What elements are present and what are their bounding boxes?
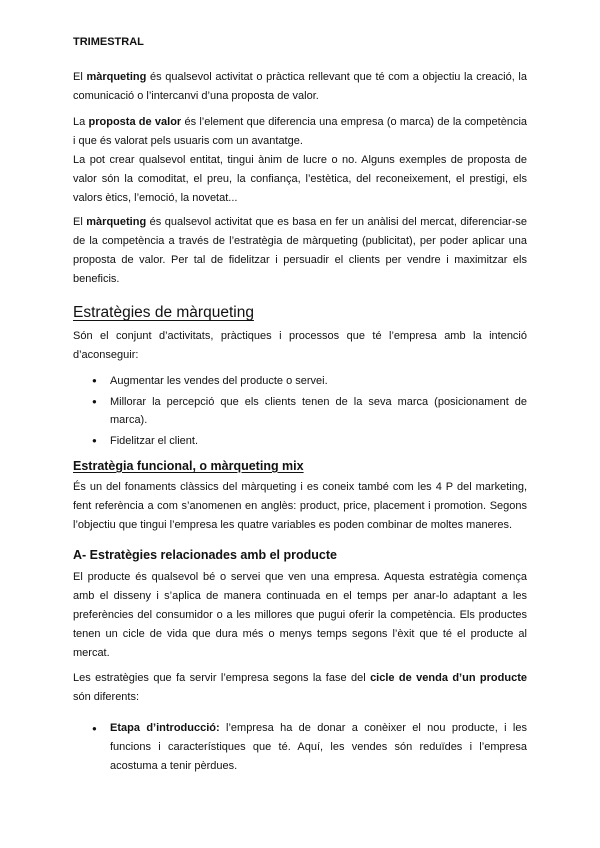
paragraph-marketing-activity xyxy=(73,213,527,289)
list-item: ● Fidelitzar el client. xyxy=(92,432,527,450)
section-title-strategies: Estratègies de màrqueting xyxy=(73,304,254,321)
text: La xyxy=(73,116,89,128)
subsection-title-product: A- Estratègies relacionades amb el producte xyxy=(73,548,337,562)
text: El xyxy=(73,71,87,83)
text: El xyxy=(73,216,87,228)
subsection-title-marketing-mix: Estratègia funcional, o màrqueting mix xyxy=(73,459,304,473)
list-item xyxy=(92,719,527,776)
section-intro: Són el conjunt d’activitats, pràctiques i processos que té l’empresa amb la intenció d’aconseguir: xyxy=(73,330,527,361)
bold-term: proposta de valor xyxy=(88,116,182,128)
text: són diferents: xyxy=(73,691,140,703)
text: és qualsevol activitat que es basa en fer un anàlisi del mercat, diferenciar-se de la competència a través de l’estratègia de màrqueting (publicitat), per poder aplicar una proposta de valor. Per tal de fidelitzar i persuadir el clients per vendre i maximitzar els beneficis. xyxy=(73,216,527,285)
bold-term: màrqueting xyxy=(86,216,147,228)
paragraph-product: El producte és qualsevol bé o servei que ven una empresa. Aquesta estratègia comença amb el disseny i s’aplica de manera continuada en el temps per anar-lo adaptant a les preferències del consumidor o a les millores que pugui oferir la competència. Els productes tenen un cicle de vida que dura més o menys temps segons l’èxit que té el producte al mercat. xyxy=(73,571,527,659)
paragraph-marketing-definition xyxy=(73,68,527,106)
bold-term: màrqueting xyxy=(86,71,147,83)
goals-list xyxy=(92,372,527,453)
list-item: ● Augmentar les vendes del producte o servei. xyxy=(92,372,527,390)
text: l’empresa ha de donar a conèixer el nou producte, i les funcions i característiques que té. Aquí, les vendes són reduïdes i l’empresa acostuma a tenir pèrdues. xyxy=(110,722,527,772)
paragraph-4p: És un del fonaments clàssics del màrqueting i es coneix també com les 4 P del marketing, fent referència a com s’anomenen en anglès: product, price, placement i promotion. Segons l’objectiu que tingui l’empresa les quatre variables es poden combinar de moltes maneres. xyxy=(73,481,527,531)
text: és l’element que diferencia una empresa (o marca) de la competència i que és valorat pels usuaris com un avantatge. xyxy=(73,116,528,147)
bold-term: Etapa d’introducció: xyxy=(110,722,220,734)
paragraph-value-examples: La pot crear qualsevol entitat, tingui ànim de lucre o no. Alguns exemples de proposta de valor són la comoditat, el preu, la confiança, l’estètica, del reconeixement, el prestigi, els valors ètics, l’emoció, la novetat... xyxy=(73,154,527,204)
text: és qualsevol activitat o pràctica rellevant que té com a objectiu la creació, la comunicació o l’intercanvi d’una proposta de valor. xyxy=(73,71,527,102)
text: Les estratègies que fa servir l’empresa segons la fase del xyxy=(73,672,371,684)
list-item: ● Millorar la percepció que els clients tenen de la seva marca (posicionament de marca). xyxy=(92,393,527,429)
paragraph-sales-cycle xyxy=(73,669,527,707)
page-header: TRIMESTRAL xyxy=(73,36,144,48)
paragraph-value-proposition xyxy=(73,113,527,151)
bold-term: cicle de venda d’un producte xyxy=(370,672,527,684)
phases-list xyxy=(92,719,527,779)
